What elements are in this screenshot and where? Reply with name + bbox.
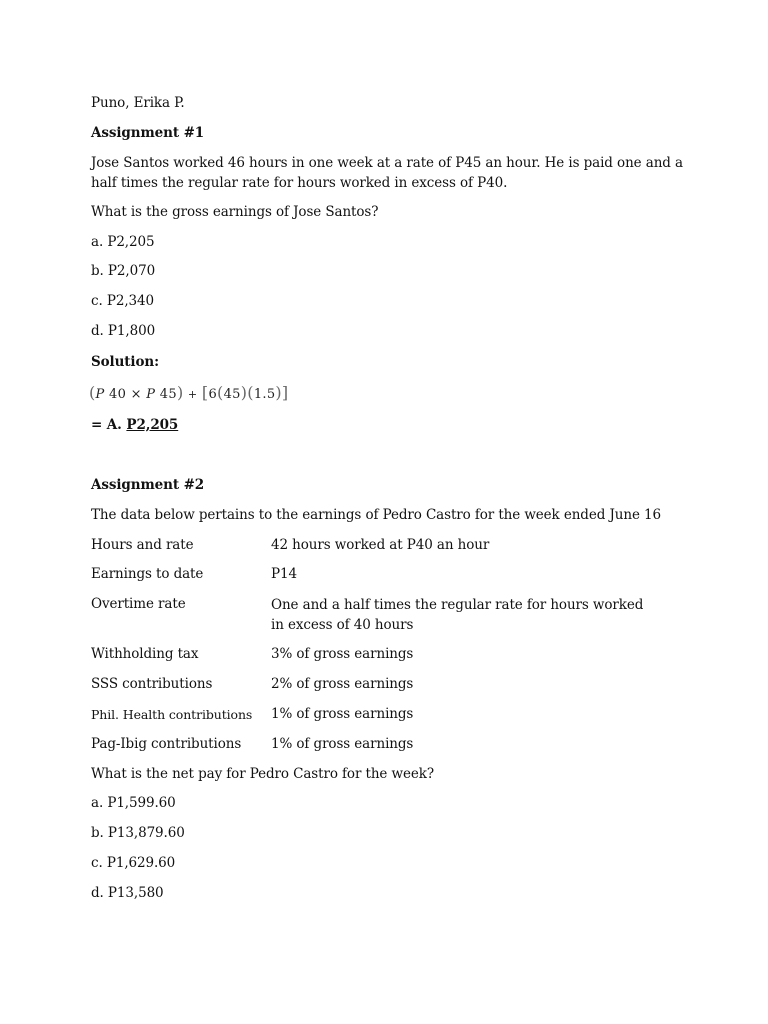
author-name: Puno, Erika P. (91, 95, 185, 111)
row-value-pagibig: 1% of gross earnings (271, 736, 414, 752)
answer-prefix: = A. (91, 417, 127, 433)
row-value-earnings: P14 (271, 566, 297, 582)
choice-2d: d. P13,580 (91, 885, 164, 901)
row-value-philhealth: 1% of gross earnings (271, 706, 414, 722)
assignment-2-question: What is the net pay for Pedro Castro for the week? (91, 766, 434, 782)
choice-2c: c. P1,629.60 (91, 855, 176, 871)
choice-c: c. P2,340 (91, 293, 154, 309)
row-value-tax: 3% of gross earnings (271, 646, 414, 662)
formula-plus: + (187, 388, 198, 401)
row-value-sss: 2% of gross earnings (271, 676, 414, 692)
row-label-sss: SSS contributions (91, 676, 213, 692)
formula-n2: 45 (159, 387, 177, 402)
formula-p2: P (146, 387, 156, 402)
assignment-2-intro: The data below pertains to the earnings of Pedro Castro for the week ended June 16 (91, 507, 662, 523)
solution-formula: (P 40 × P 45) + [6(45)(1.5)] (89, 383, 289, 402)
assignment-2-heading: Assignment #2 (91, 477, 205, 493)
row-label-tax: Withholding tax (91, 646, 199, 662)
formula-n4: 45 (223, 387, 241, 402)
row-value-overtime: One and a half times the regular rate for hours worked in excess of 40 hours (271, 597, 644, 633)
assignment-1-problem: Jose Santos worked 46 hours in one week at a rate of P45 an hour. He is paid one and a half times the regular rate for hours worked in excess of P40. (91, 155, 683, 191)
formula-n3: 6 (208, 387, 218, 402)
choice-d: d. P1,800 (91, 323, 156, 339)
formula-p1: P (95, 387, 105, 402)
formula-times: × (130, 387, 142, 402)
choice-2b: b. P13,879.60 (91, 825, 185, 841)
row-label-pagibig: Pag-Ibig contributions (91, 736, 242, 752)
assignment-1-question: What is the gross earnings of Jose Santos? (91, 204, 379, 220)
assignment-1-heading: Assignment #1 (91, 125, 205, 141)
choice-2a: a. P1,599.60 (91, 795, 176, 811)
row-label-hours: Hours and rate (91, 537, 194, 553)
row-label-overtime: Overtime rate (91, 596, 186, 612)
answer-value: P2,205 (126, 417, 179, 433)
row-value-hours: 42 hours worked at P40 an hour (271, 537, 490, 553)
assignment-1-answer (91, 416, 178, 435)
choice-a: a. P2,205 (91, 234, 155, 250)
choice-b: b. P2,070 (91, 263, 156, 279)
row-label-philhealth: Phil. Health contributions (91, 707, 253, 722)
formula-n5: 1.5 (253, 387, 276, 402)
solution-label: Solution: (91, 354, 159, 370)
row-label-earnings: Earnings to date (91, 566, 204, 582)
formula-n1: 40 (109, 387, 127, 402)
